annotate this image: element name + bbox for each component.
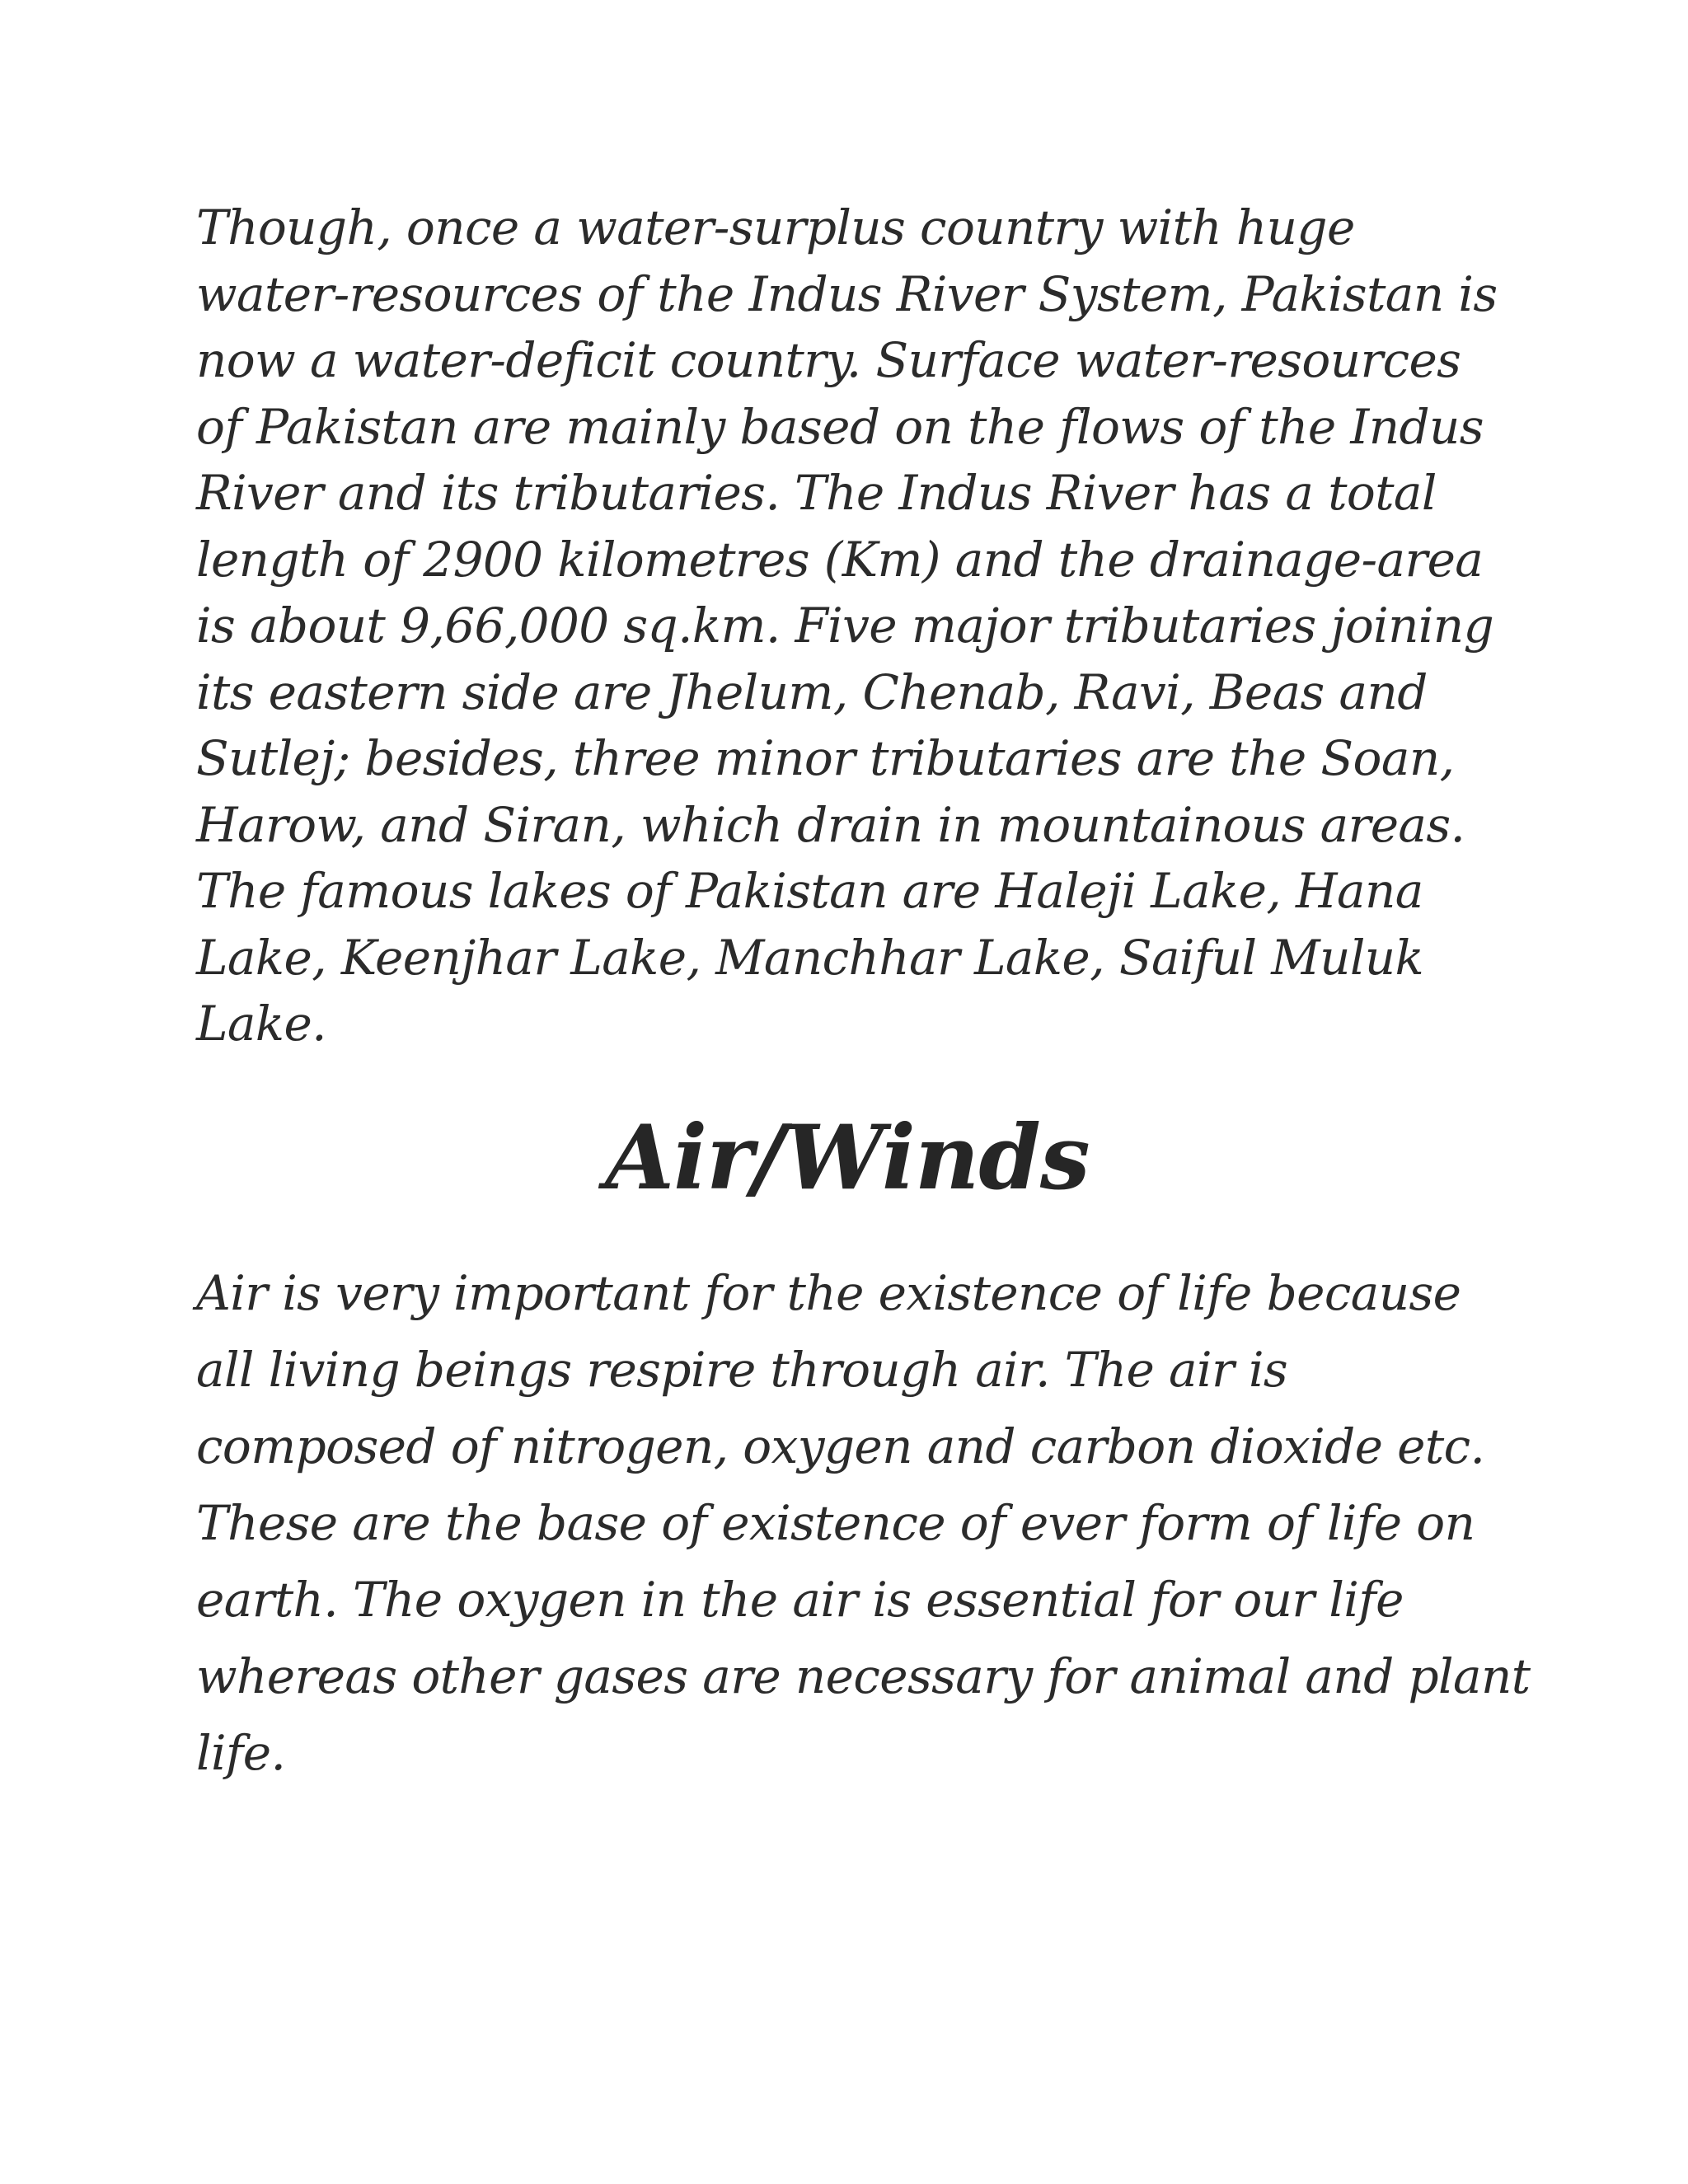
paragraph-line: length of 2900 kilometres (Km) and the drainage-area	[196, 531, 1484, 588]
paragraph-line: Lake.	[196, 996, 327, 1052]
paragraph-line: These are the base of existence of ever form of life on	[196, 1494, 1475, 1551]
air-paragraph	[196, 1255, 1531, 1792]
paragraph-line: Lake, Keenjhar Lake, Manchhar Lake, Saiful Muluk	[196, 929, 1424, 986]
paragraph-line: now a water-deficit country. Surface water-resources	[196, 332, 1461, 388]
paragraph-line: Harow, and Siran, which drain in mountainous areas.	[196, 796, 1465, 853]
paragraph-line: earth. The oxygen in the air is essential for our life	[196, 1571, 1404, 1628]
paragraph-line: life.	[196, 1724, 286, 1781]
paragraph-line: whereas other gases are necessary for animal and plant	[196, 1647, 1531, 1704]
paragraph-line: of Pakistan are mainly based on the flows of the Indus	[196, 398, 1484, 455]
page-content	[196, 194, 1531, 1792]
paragraph-line: its eastern side are Jhelum, Chenab, Ravi, Beas and	[196, 663, 1428, 720]
paragraph-line: all living beings respire through air. The air is	[196, 1341, 1288, 1398]
paragraph-line: Though, once a water-surplus country with huge	[196, 199, 1355, 255]
paragraph-line: Sutlej; besides, three minor tributaries are the Soan,	[196, 730, 1455, 786]
paragraph-line: Air is very important for the existence of life because	[196, 1264, 1461, 1321]
paragraph-line: composed of nitrogen, oxygen and carbon dioxide etc.	[196, 1418, 1485, 1474]
paragraph-line: The famous lakes of Pakistan are Haleji Lake, Hana	[196, 863, 1423, 919]
paragraph-line: water-resources of the Indus River System, Pakistan is	[196, 265, 1498, 322]
paragraph-line: is about 9,66,000 sq.km. Five major tributaries joining	[196, 598, 1494, 654]
section-heading: Air/Winds	[605, 1105, 1090, 1210]
paragraph-line: River and its tributaries. The Indus River has a total	[196, 465, 1437, 521]
water-resources-paragraph	[196, 194, 1498, 1057]
